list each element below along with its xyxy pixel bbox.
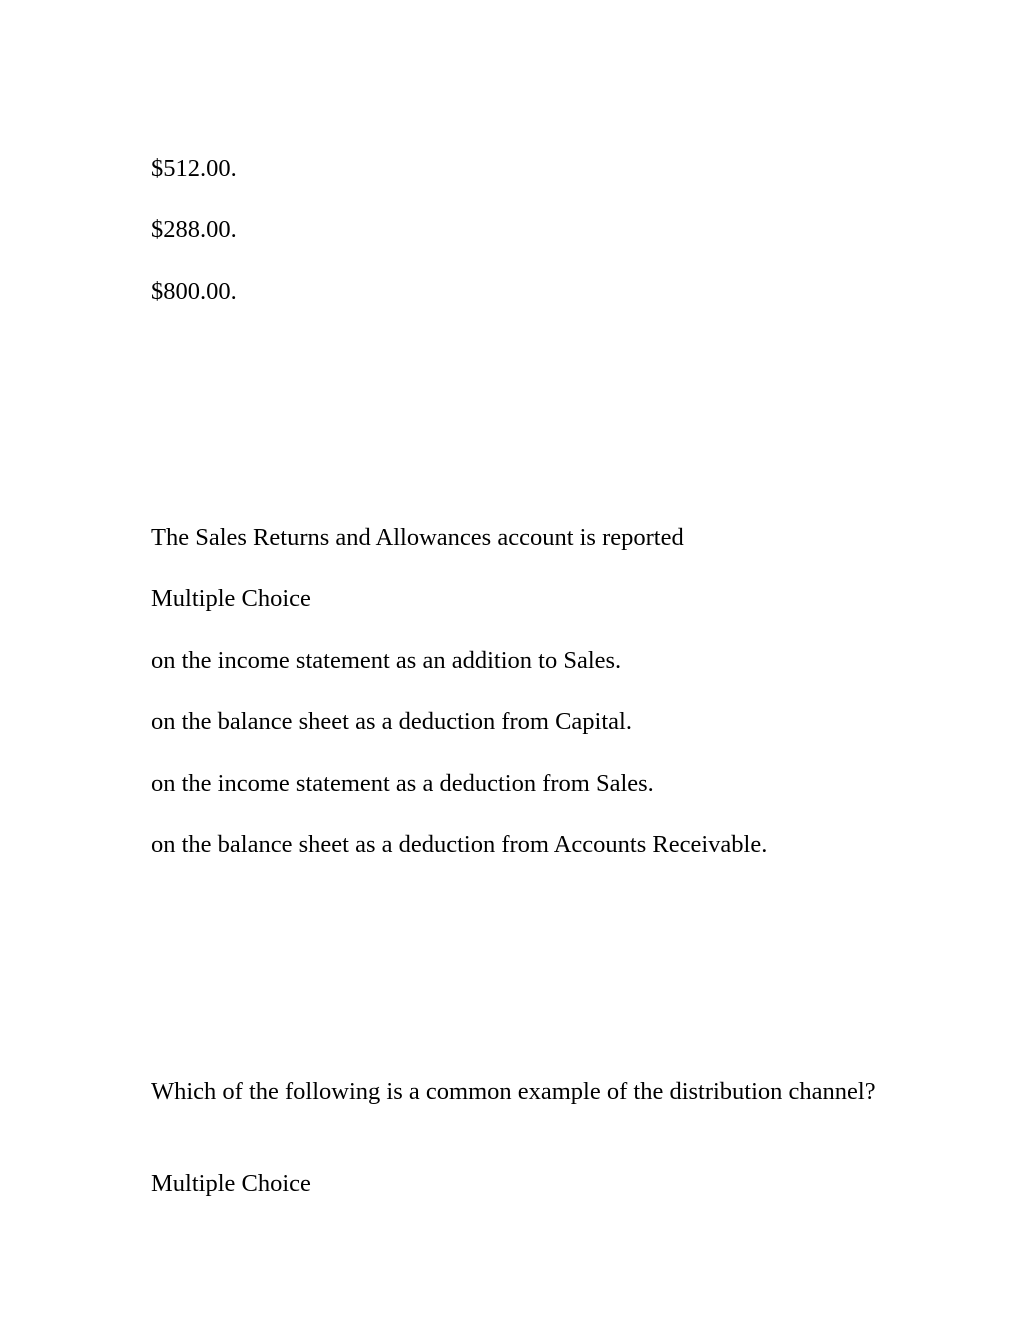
question-prompt: The Sales Returns and Allowances account is reported: [151, 524, 684, 551]
answer-option[interactable]: on the balance sheet as a deduction from Accounts Receivable.: [151, 831, 768, 858]
question-type-label: Multiple Choice: [151, 585, 311, 612]
answer-option[interactable]: on the income statement as a deduction from Sales.: [151, 770, 654, 797]
answer-option[interactable]: on the income statement as an addition to Sales.: [151, 647, 622, 674]
answer-option[interactable]: $288.00.: [151, 216, 237, 243]
answer-option[interactable]: on the balance sheet as a deduction from Capital.: [151, 708, 632, 735]
question-prompt: Which of the following is a common example of the distribution channel?: [151, 1078, 876, 1105]
question-type-label: Multiple Choice: [151, 1170, 311, 1197]
answer-option[interactable]: $800.00.: [151, 278, 237, 305]
answer-option[interactable]: $512.00.: [151, 155, 237, 182]
